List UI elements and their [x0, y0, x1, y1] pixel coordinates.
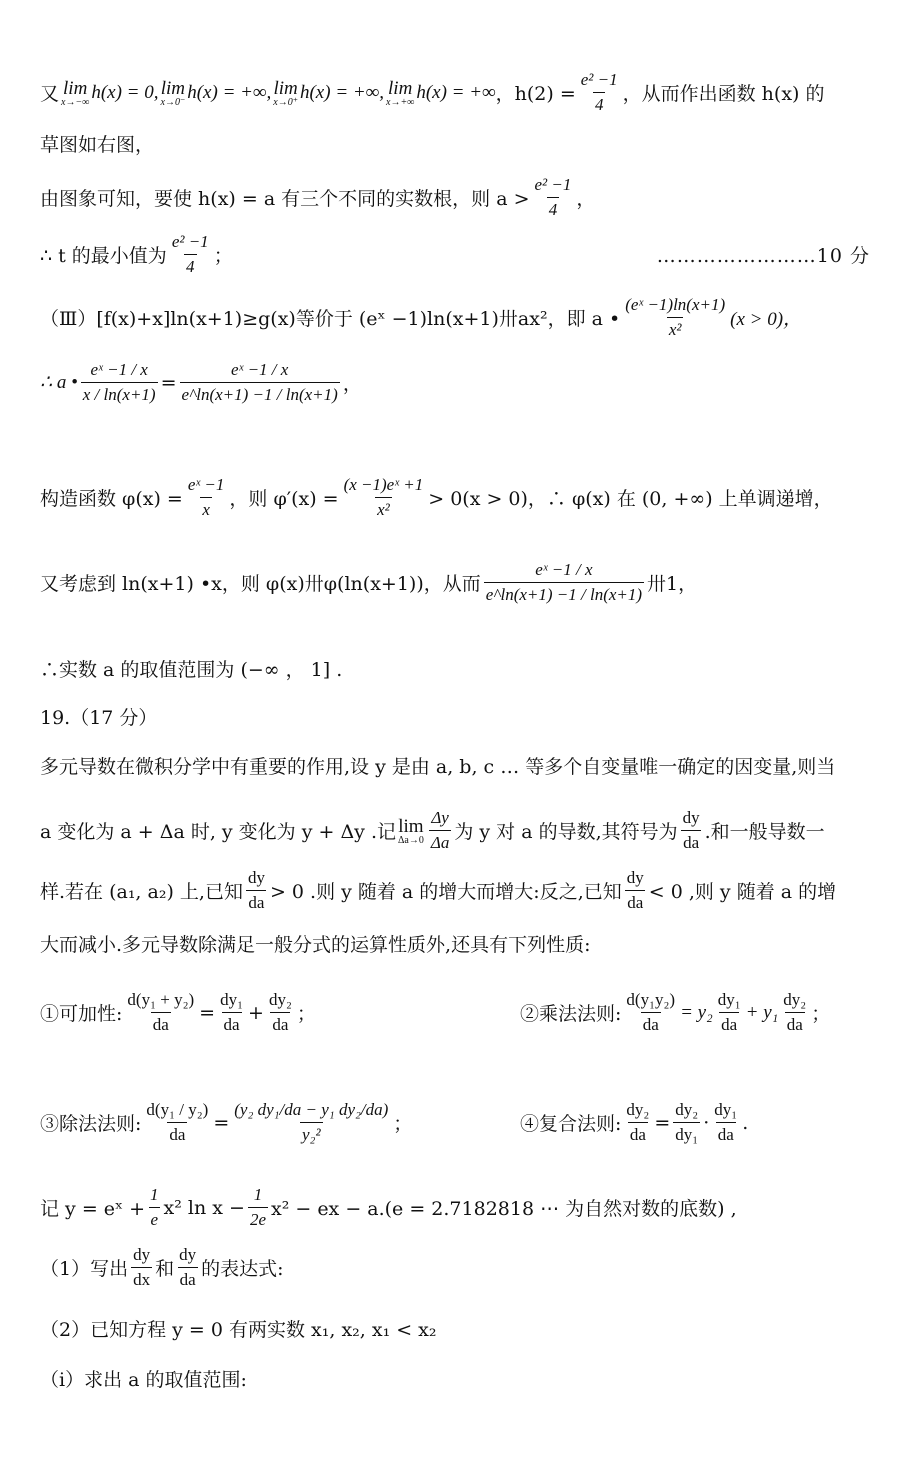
limit: lim Δa→0: [397, 815, 424, 846]
text: ，: [342, 373, 362, 395]
property-2: [520, 990, 830, 1035]
text-line: [40, 232, 870, 277]
fraction: $\frac{\text{(eˣ −1)ln(x+1)}}{\text{x²}}$: [625, 295, 726, 339]
fraction: $\frac{\text{eˣ −1}}{x}$: [187, 475, 225, 519]
property-4: ④复合法则: $\frac{\text{dy₂}}{da}$ = $\frac{\text{dy₂}}{\text{dy₁}}$ · $\frac{\text{dy₁}}{da}$ .: [520, 1100, 749, 1144]
fraction: $\frac{1}{e}$: [150, 1185, 159, 1229]
fraction: $\frac{\text{e² −1}}{4}$: [171, 232, 209, 276]
text: h(x) = 0,: [91, 81, 159, 103]
text: ，从而作出函数 h(x) 的: [622, 83, 825, 105]
text-line: [40, 655, 870, 682]
property-row: ③除法法则: $\frac{\text{d(y₁ / y₂)}}{da}$ = $\frac{\text{(y₂ dy₁/da − y₁ dy₂/da)}}{\text{y₂²}}$ ； ④复合法则: $\frac{\text{dy₂}}{da}$ = $\frac{\text{dy₂}}{\text{dy₁}}$ · $\frac{\text{dy₁}}{da}$ .: [40, 1100, 749, 1144]
text: h(x) = +∞,: [187, 81, 272, 103]
text: h(x) = +∞,: [299, 81, 385, 103]
text: x² ln x −: [163, 1196, 245, 1219]
fraction: $\frac{\text{(y₂ dy₁/da − y₁ dy₂/da)}}{\text{y₂²}}$: [234, 1100, 389, 1144]
text-line: [40, 1365, 870, 1392]
text: = y₂: [680, 1001, 713, 1023]
text: 为 y 对 a 的导数,其符号为: [454, 821, 678, 843]
text-line: [40, 295, 870, 340]
text: =: [199, 1001, 216, 1024]
text: 样.若在 (a₁, a₂) 上,已知: [40, 881, 243, 903]
fraction: $\frac{\text{dy₂}}{\text{dy₁}}$: [675, 1100, 699, 1144]
text: ，h(2) =: [495, 83, 576, 105]
fraction: $\frac{\text{dy₂}}{da}$: [626, 1100, 650, 1144]
text: 多元导数在微积分学中有重要的作用,设 y 是由 a, b, c … 等多个自变量唯一确定的因变量,则当: [40, 756, 836, 778]
text-line: [40, 360, 870, 405]
limit-4: lim x→+∞: [386, 77, 415, 108]
question-number: [40, 703, 870, 730]
text: ，则 φ′(x) =: [229, 488, 339, 510]
fraction: $\frac{dy}{da}$: [626, 868, 644, 912]
text: ∴实数 a 的取值范围为 (−∞ ， 1] .: [40, 659, 343, 681]
fraction: $\frac{dy}{dx}$: [133, 1245, 151, 1289]
text: ∴ a •: [40, 372, 78, 393]
text-line: [40, 175, 870, 220]
fraction: $\frac{dy}{da}$: [179, 1245, 197, 1289]
fraction: $\frac{\text{eˣ −1 / x}}{e\^{}\ln(x+1) -1 / \ln(x+1)}$: [181, 360, 338, 404]
text-line: [40, 1185, 870, 1230]
text-line: [40, 752, 870, 779]
text: 又: [40, 83, 60, 105]
text: ；: [296, 1003, 316, 1025]
text: x² − ex − a.(e = 2.7182818 ⋯ 为自然对数的底数) ,: [270, 1198, 737, 1220]
text: .: [742, 1111, 749, 1134]
text: ；: [811, 1003, 831, 1025]
fraction: $\frac{dy}{da}$: [682, 808, 700, 852]
text: 19.（17 分）: [40, 707, 158, 729]
text: 构造函数 φ(x) =: [40, 488, 183, 510]
text-line: [40, 130, 870, 157]
text: +: [248, 1001, 264, 1024]
text-line: [40, 1245, 870, 1290]
text: 的表达式:: [201, 1258, 284, 1280]
text: < 0 ,则 y 随着 a 的增: [648, 881, 837, 903]
property-label: ④复合法则:: [520, 1113, 622, 1135]
text: 大而减小.多元导数除满足一般分式的运算性质外,还具有下列性质:: [40, 934, 591, 956]
limit-3: lim x→0⁺: [273, 77, 298, 108]
fraction: $\frac{\text{d(y₁y₂)}}{da}$: [626, 990, 676, 1034]
property-label: ③除法法则:: [40, 1113, 142, 1135]
text: 草图如右图，: [40, 134, 155, 156]
text: h(x) = +∞: [416, 81, 496, 103]
text: .和一般导数一: [704, 821, 825, 843]
property-label: ①可加性:: [40, 1003, 123, 1025]
text: ∴ t 的最小值为: [40, 245, 167, 267]
score-marker: ……………………10 分: [656, 245, 870, 267]
text: （i）求出 a 的取值范围:: [40, 1369, 247, 1391]
text-line: [40, 808, 870, 853]
fraction: $\frac{\text{d(y₁ + y₂)}}{da}$: [127, 990, 195, 1034]
fraction: $\frac{1}{2e}$: [249, 1185, 266, 1229]
text: (x > 0)，: [730, 309, 803, 330]
fraction: $\frac{\text{e² −1}}{4}$: [580, 70, 618, 114]
text: 记 y = eˣ +: [40, 1198, 146, 1220]
limit-2: lim x→0⁻: [160, 77, 186, 108]
fraction: $\frac{dy}{da}$: [247, 868, 265, 912]
text: ；: [213, 245, 233, 267]
fraction: $\frac{\text{d(y₁ / y₂)}}{da}$: [146, 1100, 209, 1144]
text: （1）写出: [40, 1258, 129, 1280]
fraction: $\frac{\text{e² −1}}{4}$: [534, 175, 572, 219]
fraction: $\frac{\text{dy₁}}{da}$: [717, 990, 741, 1034]
text-line: [40, 1315, 870, 1342]
text: 由图象可知，要使 h(x) = a 有三个不同的实数根，则 a >: [40, 188, 530, 210]
text: a 变化为 a + Δa 时, y 变化为 y + Δy .记: [40, 821, 396, 843]
fraction: $\frac{\text{eˣ −1 / x}}{x / \ln(x+1)}$: [82, 360, 156, 404]
text: （2）已知方程 y = 0 有两实数 x₁, x₂, x₁ < x₂: [40, 1319, 437, 1341]
property-label: ②乘法法则:: [520, 1003, 622, 1025]
fraction: $\frac{\Delta y}{\Delta a}$: [430, 808, 450, 852]
text: 卅1，: [647, 573, 698, 595]
text-line: [40, 868, 870, 913]
text-line: [40, 930, 870, 957]
fraction: $\frac{\text{dy₂}}{da}$: [268, 990, 292, 1034]
property-row: [40, 990, 870, 1035]
fraction: $\frac{\text{dy₁}}{da}$: [714, 1100, 738, 1144]
text: > 0 .则 y 随着 a 的增大而增大:反之,已知: [269, 881, 622, 903]
text: > 0(x > 0)，∴ φ(x) 在 (0, +∞) 上单调递增，: [428, 488, 833, 510]
text: 又考虑到 ln(x+1) •x，则 φ(x)卅φ(ln(x+1))，从而: [40, 573, 481, 595]
text: ，: [576, 188, 596, 210]
text: 和: [155, 1258, 175, 1280]
fraction: $\frac{\text{(x −1)eˣ +1}}{\text{x²}}$: [343, 475, 424, 519]
text-line: [40, 560, 870, 605]
fraction: $\frac{\text{dy₁}}{da}$: [220, 990, 244, 1034]
text-line: [40, 475, 870, 520]
fraction: $\frac{\text{eˣ −1 / x}}{e\^{}\ln(x+1) -1 / \ln(x+1)}$: [485, 560, 643, 604]
text: + y₁: [745, 1001, 779, 1023]
limit-line: [40, 70, 870, 115]
text: （Ⅲ）[f(x)+x]ln(x+1)≥g(x)等价于 (eˣ −1)ln(x+1)卅ax²，即 a •: [40, 308, 621, 330]
fraction: $\frac{\text{dy₂}}{da}$: [783, 990, 807, 1034]
limit-1: lim x→−∞: [61, 77, 90, 108]
text: ；: [393, 1113, 413, 1135]
text: =: [160, 371, 177, 394]
